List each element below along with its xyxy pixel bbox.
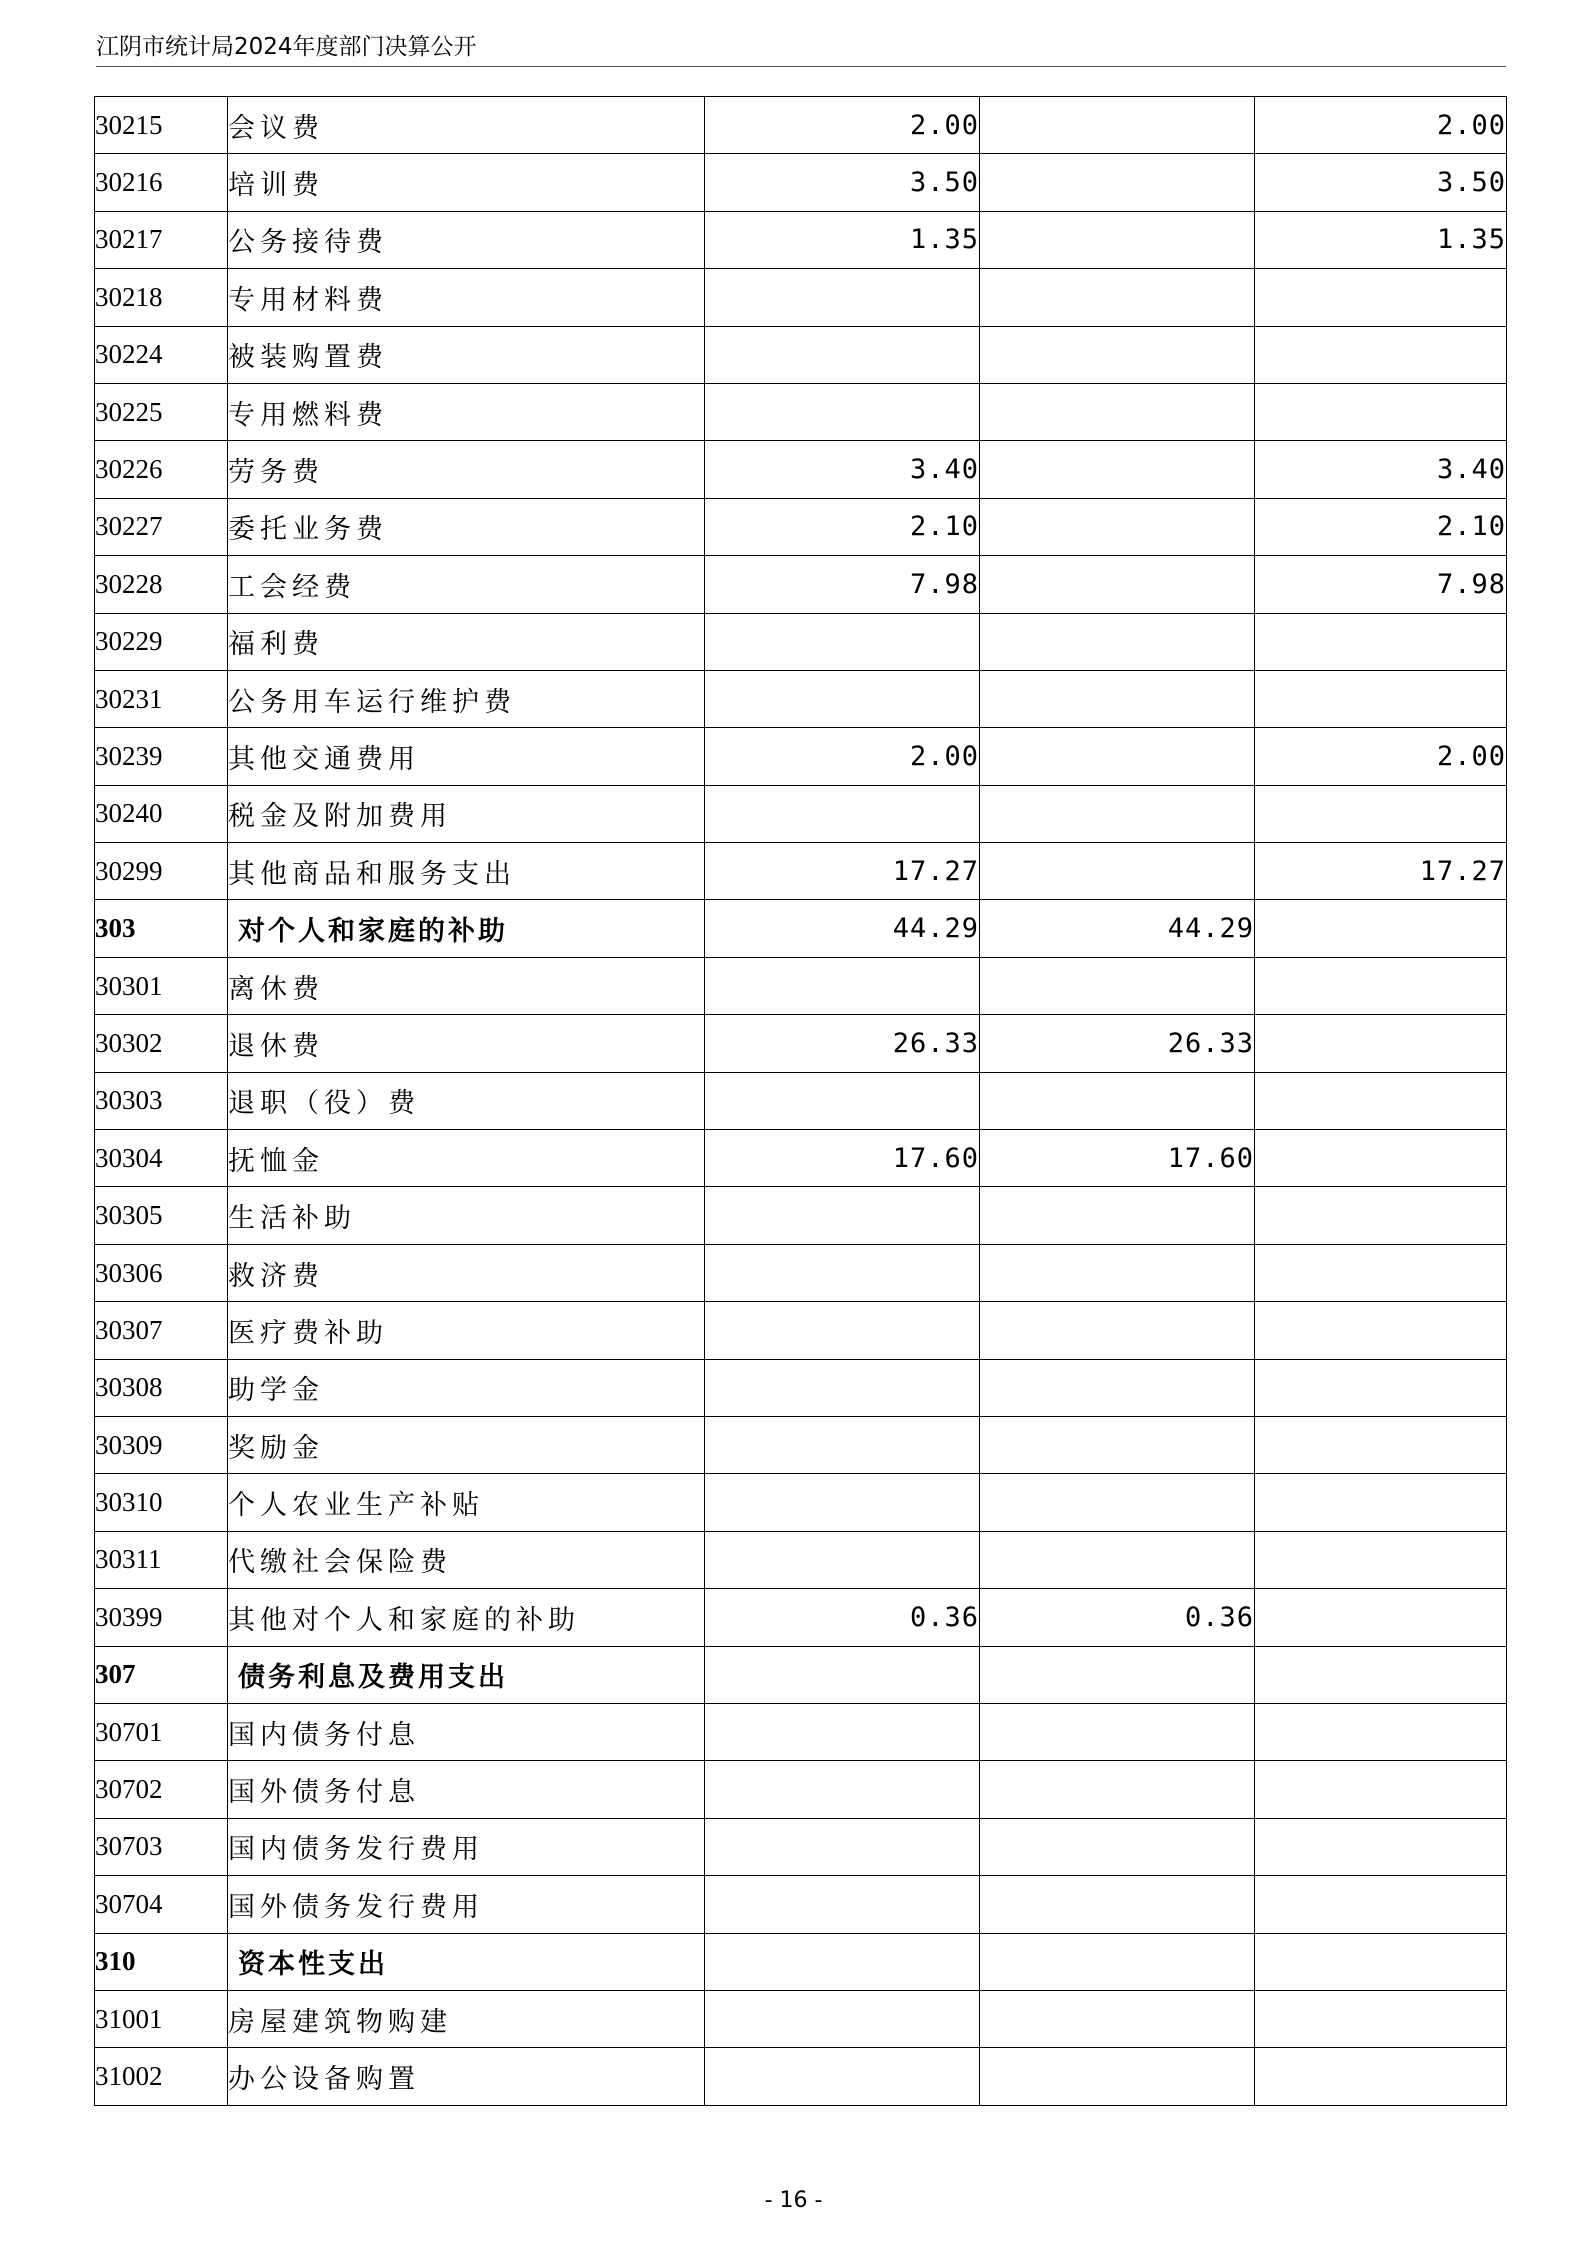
account-code-cell: 30226: [95, 441, 228, 498]
table-row: [95, 1703, 1507, 1760]
category-row: [95, 1646, 1507, 1703]
table-row: [95, 1531, 1507, 1588]
amount-cell-col2: [980, 1244, 1255, 1301]
account-name-cell: 国内债务发行费用: [228, 1818, 705, 1875]
account-name-cell: 退休费: [228, 1015, 705, 1072]
amount-cell-col3: [1255, 1359, 1507, 1416]
amount-cell-col2: 17.60: [980, 1130, 1255, 1187]
table-row: [95, 1761, 1507, 1818]
account-name-cell: 福利费: [228, 613, 705, 670]
account-name-cell: 离休费: [228, 957, 705, 1014]
account-name-cell: 国内债务付息: [228, 1703, 705, 1760]
account-name-cell: 奖励金: [228, 1416, 705, 1473]
table-row: [95, 1015, 1507, 1072]
account-code-cell: 30702: [95, 1761, 228, 1818]
amount-cell-col2: [980, 1416, 1255, 1473]
table-row: [95, 154, 1507, 211]
amount-cell-col1: [705, 1244, 980, 1301]
amount-cell-col2: [980, 1474, 1255, 1531]
amount-cell-col1: [705, 1072, 980, 1129]
amount-cell-col2: 0.36: [980, 1589, 1255, 1646]
account-name-cell: 生活补助: [228, 1187, 705, 1244]
amount-cell-col2: [980, 728, 1255, 785]
amount-cell-col1: 2.10: [705, 498, 980, 555]
table-row: [95, 1474, 1507, 1531]
account-code-cell: 30299: [95, 843, 228, 900]
amount-cell-col1: [705, 1818, 980, 1875]
account-name-cell: 房屋建筑物购建: [228, 1990, 705, 2047]
amount-cell-col2: [980, 326, 1255, 383]
amount-cell-col1: 17.27: [705, 843, 980, 900]
expenditure-table-body: [95, 97, 1507, 2106]
amount-cell-col2: [980, 1761, 1255, 1818]
amount-cell-col3: [1255, 1474, 1507, 1531]
table-row: [95, 1416, 1507, 1473]
table-row: [95, 1302, 1507, 1359]
account-code-cell: 30216: [95, 154, 228, 211]
account-code-cell: 30217: [95, 211, 228, 268]
table-row: [95, 441, 1507, 498]
account-code-cell: 30301: [95, 957, 228, 1014]
account-name-cell: 代缴社会保险费: [228, 1531, 705, 1588]
amount-cell-col3: [1255, 1589, 1507, 1646]
account-name-cell: 助学金: [228, 1359, 705, 1416]
amount-cell-col2: [980, 1933, 1255, 1990]
account-code-cell: 30306: [95, 1244, 228, 1301]
amount-cell-col1: [705, 383, 980, 440]
amount-cell-col3: [1255, 1302, 1507, 1359]
account-name-cell: 办公设备购置: [228, 2048, 705, 2105]
amount-cell-col2: [980, 97, 1255, 154]
account-code-cell: 30231: [95, 670, 228, 727]
amount-cell-col1: [705, 1761, 980, 1818]
amount-cell-col1: 0.36: [705, 1589, 980, 1646]
amount-cell-col2: [980, 269, 1255, 326]
amount-cell-col1: 1.35: [705, 211, 980, 268]
amount-cell-col3: [1255, 957, 1507, 1014]
table-row: [95, 269, 1507, 326]
amount-cell-col3: [1255, 1990, 1507, 2047]
account-name-cell: 抚恤金: [228, 1130, 705, 1187]
amount-cell-col1: [705, 1416, 980, 1473]
account-name-cell: 专用材料费: [228, 269, 705, 326]
amount-cell-col2: [980, 957, 1255, 1014]
amount-cell-col1: [705, 1646, 980, 1703]
account-code-cell: 30399: [95, 1589, 228, 1646]
table-row: [95, 1818, 1507, 1875]
account-code-cell: 30229: [95, 613, 228, 670]
amount-cell-col1: [705, 1990, 980, 2047]
account-name-cell: 委托业务费: [228, 498, 705, 555]
account-code-cell: 30303: [95, 1072, 228, 1129]
amount-cell-col2: [980, 1072, 1255, 1129]
account-code-cell: 30309: [95, 1416, 228, 1473]
amount-cell-col3: [1255, 1072, 1507, 1129]
amount-cell-col1: [705, 1933, 980, 1990]
amount-cell-col3: [1255, 613, 1507, 670]
amount-cell-col2: [980, 1531, 1255, 1588]
amount-cell-col1: [705, 1876, 980, 1933]
account-code-cell: 307: [95, 1646, 228, 1703]
amount-cell-col2: [980, 1818, 1255, 1875]
amount-cell-col3: 7.98: [1255, 556, 1507, 613]
amount-cell-col3: [1255, 1531, 1507, 1588]
table-row: [95, 1876, 1507, 1933]
amount-cell-col2: [980, 1703, 1255, 1760]
amount-cell-col2: [980, 1990, 1255, 2047]
account-name-cell: 其他对个人和家庭的补助: [228, 1589, 705, 1646]
amount-cell-col1: [705, 613, 980, 670]
amount-cell-col2: [980, 785, 1255, 842]
amount-cell-col3: 2.00: [1255, 728, 1507, 785]
account-name-cell: 其他商品和服务支出: [228, 843, 705, 900]
table-row: [95, 1072, 1507, 1129]
amount-cell-col3: [1255, 1416, 1507, 1473]
amount-cell-col1: [705, 2048, 980, 2105]
amount-cell-col2: [980, 1876, 1255, 1933]
amount-cell-col2: [980, 441, 1255, 498]
account-code-cell: 30302: [95, 1015, 228, 1072]
amount-cell-col1: [705, 1187, 980, 1244]
table-row: [95, 613, 1507, 670]
amount-cell-col3: [1255, 1646, 1507, 1703]
amount-cell-col2: [980, 1302, 1255, 1359]
table-row: [95, 728, 1507, 785]
table-row: [95, 1187, 1507, 1244]
category-row: [95, 1933, 1507, 1990]
amount-cell-col2: [980, 154, 1255, 211]
account-code-cell: 30701: [95, 1703, 228, 1760]
account-name-cell: 救济费: [228, 1244, 705, 1301]
account-code-cell: 30304: [95, 1130, 228, 1187]
account-code-cell: 30239: [95, 728, 228, 785]
account-name-cell: 专用燃料费: [228, 383, 705, 440]
amount-cell-col3: [1255, 1130, 1507, 1187]
amount-cell-col2: [980, 1646, 1255, 1703]
amount-cell-col1: [705, 1531, 980, 1588]
amount-cell-col3: [1255, 1933, 1507, 1990]
amount-cell-col1: [705, 1474, 980, 1531]
page-header-title: 江阴市统计局2024年度部门决算公开: [96, 34, 477, 60]
category-row: [95, 900, 1507, 957]
account-code-cell: 30224: [95, 326, 228, 383]
amount-cell-col1: [705, 269, 980, 326]
account-code-cell: 310: [95, 1933, 228, 1990]
table-row: [95, 1990, 1507, 2047]
account-name-cell: 国外债务发行费用: [228, 1876, 705, 1933]
amount-cell-col3: [1255, 670, 1507, 727]
amount-cell-col1: 44.29: [705, 900, 980, 957]
account-code-cell: 30218: [95, 269, 228, 326]
expenditure-table: [94, 96, 1507, 2106]
amount-cell-col3: 2.10: [1255, 498, 1507, 555]
account-name-cell: 培训费: [228, 154, 705, 211]
amount-cell-col3: [1255, 1761, 1507, 1818]
table-row: [95, 1589, 1507, 1646]
account-name-cell: 医疗费补助: [228, 1302, 705, 1359]
amount-cell-col3: [1255, 1876, 1507, 1933]
amount-cell-col2: [980, 556, 1255, 613]
amount-cell-col3: 3.50: [1255, 154, 1507, 211]
account-code-cell: 30240: [95, 785, 228, 842]
amount-cell-col3: [1255, 326, 1507, 383]
account-code-cell: 30311: [95, 1531, 228, 1588]
account-name-cell: 公务用车运行维护费: [228, 670, 705, 727]
account-code-cell: 30228: [95, 556, 228, 613]
amount-cell-col3: 2.00: [1255, 97, 1507, 154]
table-row: [95, 1244, 1507, 1301]
account-name-cell: 债务利息及费用支出: [228, 1646, 705, 1703]
amount-cell-col3: [1255, 383, 1507, 440]
account-code-cell: 30307: [95, 1302, 228, 1359]
table-row: [95, 785, 1507, 842]
table-row: [95, 957, 1507, 1014]
account-code-cell: 30310: [95, 1474, 228, 1531]
amount-cell-col2: [980, 211, 1255, 268]
amount-cell-col3: [1255, 1818, 1507, 1875]
account-code-cell: 30225: [95, 383, 228, 440]
table-row: [95, 211, 1507, 268]
amount-cell-col1: 2.00: [705, 97, 980, 154]
account-name-cell: 工会经费: [228, 556, 705, 613]
account-code-cell: 30703: [95, 1818, 228, 1875]
amount-cell-col3: 1.35: [1255, 211, 1507, 268]
amount-cell-col3: [1255, 1187, 1507, 1244]
amount-cell-col1: 3.50: [705, 154, 980, 211]
amount-cell-col3: [1255, 785, 1507, 842]
amount-cell-col3: [1255, 1244, 1507, 1301]
table-row: [95, 97, 1507, 154]
table-row: [95, 843, 1507, 900]
table-row: [95, 498, 1507, 555]
account-name-cell: 被装购置费: [228, 326, 705, 383]
table-row: [95, 2048, 1507, 2105]
amount-cell-col2: [980, 498, 1255, 555]
amount-cell-col3: [1255, 1703, 1507, 1760]
account-code-cell: 30215: [95, 97, 228, 154]
table-row: [95, 383, 1507, 440]
amount-cell-col1: [705, 1703, 980, 1760]
account-code-cell: 303: [95, 900, 228, 957]
account-name-cell: 其他交通费用: [228, 728, 705, 785]
amount-cell-col1: [705, 670, 980, 727]
amount-cell-col3: [1255, 2048, 1507, 2105]
account-code-cell: 30308: [95, 1359, 228, 1416]
account-name-cell: 退职（役）费: [228, 1072, 705, 1129]
amount-cell-col2: [980, 383, 1255, 440]
amount-cell-col2: [980, 670, 1255, 727]
account-code-cell: 30227: [95, 498, 228, 555]
account-name-cell: 公务接待费: [228, 211, 705, 268]
account-code-cell: 30305: [95, 1187, 228, 1244]
amount-cell-col2: [980, 843, 1255, 900]
amount-cell-col1: 2.00: [705, 728, 980, 785]
page-number: - 16 -: [764, 2188, 823, 2213]
account-name-cell: 国外债务付息: [228, 1761, 705, 1818]
amount-cell-col2: [980, 1359, 1255, 1416]
account-name-cell: 个人农业生产补贴: [228, 1474, 705, 1531]
account-name-cell: 会议费: [228, 97, 705, 154]
account-code-cell: 31002: [95, 2048, 228, 2105]
amount-cell-col1: 7.98: [705, 556, 980, 613]
amount-cell-col1: 26.33: [705, 1015, 980, 1072]
table-row: [95, 670, 1507, 727]
amount-cell-col1: 17.60: [705, 1130, 980, 1187]
amount-cell-col3: [1255, 900, 1507, 957]
table-row: [95, 1359, 1507, 1416]
header-divider: [96, 66, 1506, 67]
amount-cell-col3: [1255, 269, 1507, 326]
amount-cell-col3: 17.27: [1255, 843, 1507, 900]
account-code-cell: 30704: [95, 1876, 228, 1933]
account-name-cell: 对个人和家庭的补助: [228, 900, 705, 957]
amount-cell-col2: [980, 1187, 1255, 1244]
amount-cell-col1: [705, 785, 980, 842]
account-name-cell: 劳务费: [228, 441, 705, 498]
amount-cell-col2: [980, 2048, 1255, 2105]
amount-cell-col2: 26.33: [980, 1015, 1255, 1072]
amount-cell-col3: 3.40: [1255, 441, 1507, 498]
table-row: [95, 556, 1507, 613]
account-name-cell: 税金及附加费用: [228, 785, 705, 842]
amount-cell-col1: [705, 326, 980, 383]
amount-cell-col2: 44.29: [980, 900, 1255, 957]
amount-cell-col1: [705, 1302, 980, 1359]
table-row: [95, 326, 1507, 383]
amount-cell-col1: 3.40: [705, 441, 980, 498]
account-code-cell: 31001: [95, 1990, 228, 2047]
table-row: [95, 1130, 1507, 1187]
amount-cell-col1: [705, 1359, 980, 1416]
account-name-cell: 资本性支出: [228, 1933, 705, 1990]
amount-cell-col1: [705, 957, 980, 1014]
amount-cell-col3: [1255, 1015, 1507, 1072]
amount-cell-col2: [980, 613, 1255, 670]
